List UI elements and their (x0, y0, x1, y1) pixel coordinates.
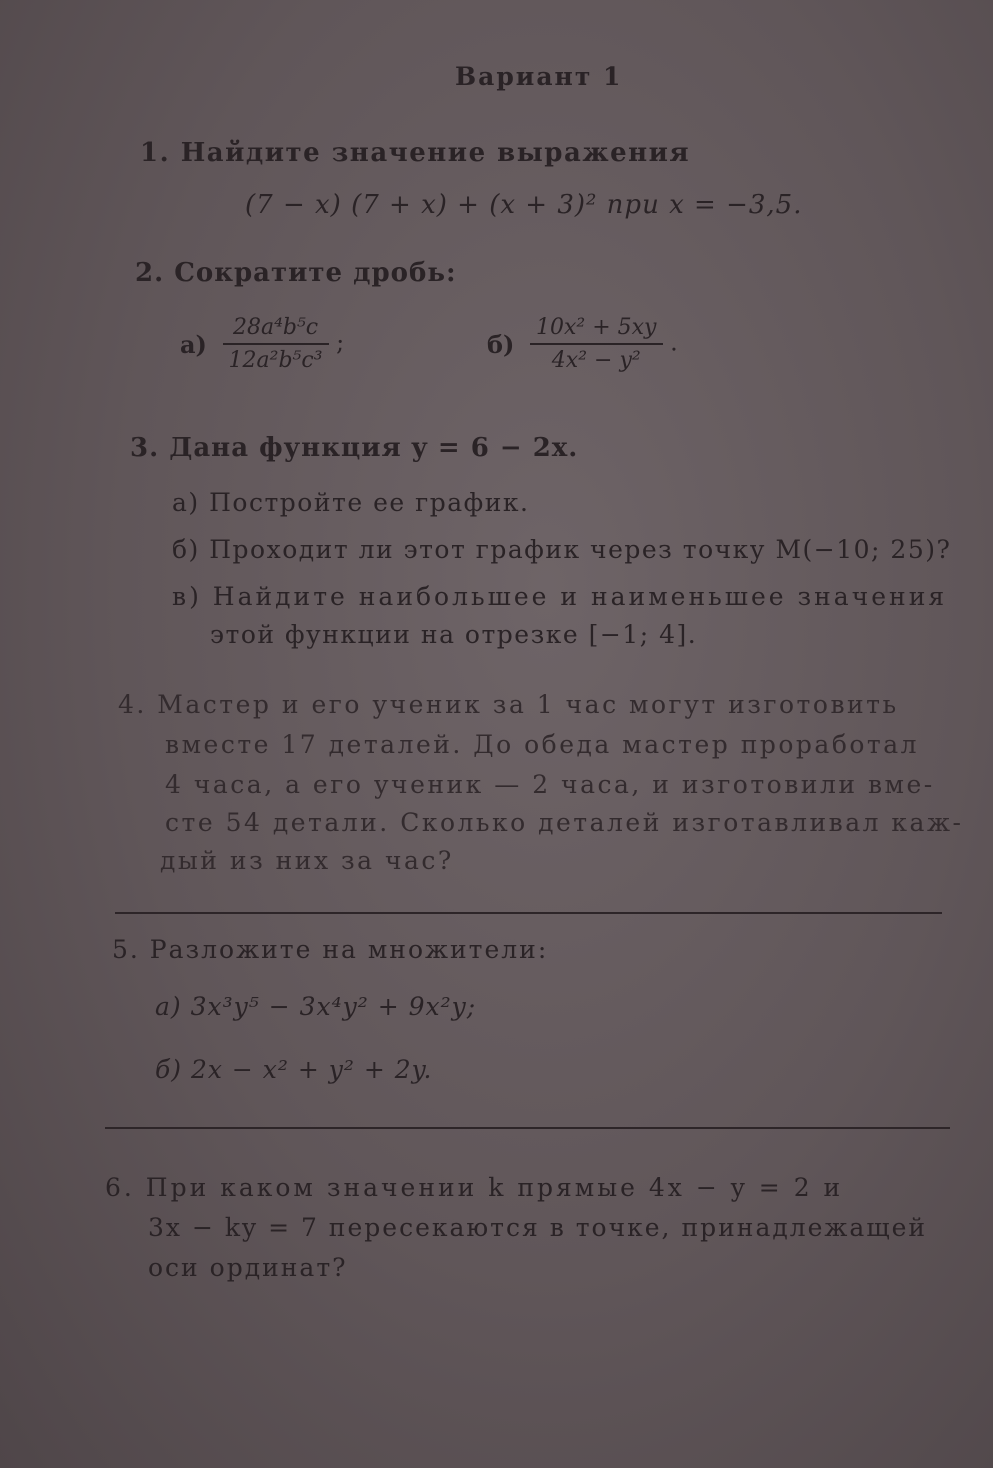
task-6-line-2: 3x − ky = 7 пересекаются в точке, принадлежащей (148, 1213, 928, 1242)
task-5a: а) 3x³y⁵ − 3x⁴y² + 9x²y; (155, 992, 477, 1021)
task-4-line-2: вместе 17 деталей. До обеда мастер проработал (165, 730, 920, 759)
task-1-expression: (7 − x) (7 + x) + (x + 3)² при x = −3,5. (245, 190, 803, 220)
task-4-line-4: сте 54 детали. Сколько деталей изготавливал каж- (165, 808, 964, 837)
fraction-b-end: . (670, 328, 678, 357)
task-5b: б) 2x − x² + y² + 2y. (155, 1055, 433, 1084)
task-4-line-5: дый из них за час? (160, 846, 454, 875)
fraction-b-numerator: 10x² + 5xy (530, 315, 662, 345)
divider-2 (105, 1127, 950, 1129)
fraction-b (530, 315, 662, 373)
task-2b-label: б) (487, 329, 515, 359)
task-2-heading: 2. Сократите дробь: (135, 258, 457, 288)
task-4-line-1: 4. Мастер и его ученик за 1 час могут изготовить (118, 690, 899, 719)
task-3a: а) Постройте ее график. (172, 488, 530, 517)
divider-1 (115, 912, 942, 914)
task-2a-label: а) (180, 329, 207, 359)
task-2a-fraction (180, 315, 344, 373)
task-1-heading: 1. Найдите значение выражения (140, 138, 691, 168)
task-3-heading: 3. Дана функция y = 6 − 2x. (130, 433, 579, 463)
fraction-a-end: ; (336, 328, 345, 357)
task-6-line-1: 6. При каком значении k прямые 4x − y = 2 и (105, 1173, 844, 1202)
task-2b-fraction (487, 315, 678, 373)
task-3b: б) Проходит ли этот график через точку M(−10; 25)? (172, 535, 952, 564)
task-6-line-3: оси ординат? (148, 1253, 348, 1282)
task-3c-line-2: этой функции на отрезке [−1; 4]. (210, 620, 698, 649)
task-5-heading: 5. Разложите на множители: (112, 935, 549, 964)
variant-title: Вариант 1 (455, 62, 623, 91)
task-4-line-3: 4 часа, а его ученик — 2 часа, и изготовили вме- (165, 770, 935, 799)
fraction-b-denominator: 4x² − y² (551, 348, 641, 373)
fraction-a (223, 315, 329, 373)
fraction-a-numerator: 28a⁴b⁵c (223, 315, 329, 345)
fraction-a-denominator: 12a²b⁵c³ (228, 348, 323, 373)
task-3c-line-1: в) Найдите наибольшее и наименьшее значения (172, 582, 948, 611)
